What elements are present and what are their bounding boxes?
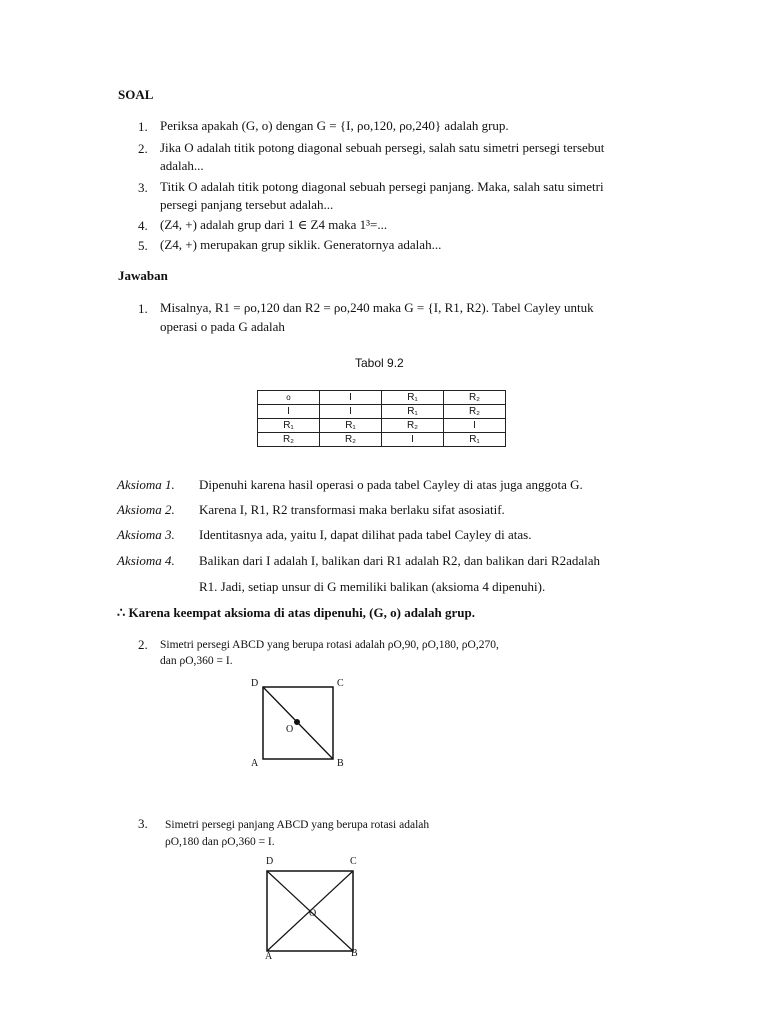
axiom-label: Aksioma 3. (117, 527, 175, 542)
vertex-label-a: A (251, 758, 259, 769)
jawaban-item-number: 3. (138, 816, 148, 831)
table-cell: R₁ (382, 391, 444, 405)
table-cell: I (320, 391, 382, 405)
table-cell: R₁ (320, 419, 382, 433)
table-cell: R₁ (444, 433, 506, 447)
table-cell: I (258, 405, 320, 419)
vertex-label-d: D (251, 678, 259, 689)
vertex-label-d: D (266, 856, 274, 867)
axiom-label: Aksioma 1. (117, 477, 175, 492)
table-row (258, 391, 506, 405)
table-cell: o (258, 391, 320, 405)
table-row (258, 405, 506, 419)
soal-item-number: 3. (138, 180, 148, 195)
cayley-table (257, 390, 506, 447)
table-cell: R₂ (444, 405, 506, 419)
soal-item-1-text: Periksa apakah (G, o) dengan G = {I, ρo,120, ρo,240} adalah grup. (160, 118, 509, 133)
soal-item-number: 2. (138, 141, 148, 156)
table-row (258, 433, 506, 447)
table-caption: Tabol 9.2 (355, 356, 404, 370)
table-cell: I (444, 419, 506, 433)
item3-line-2: ρO,180 dan ρO,360 = I. (165, 836, 275, 848)
table-cell: I (320, 405, 382, 419)
soal-item-number: 1. (138, 119, 148, 134)
vertex-label-c: C (337, 678, 344, 689)
soal-item-3-line-2: persegi panjang tersebut adalah... (160, 197, 334, 212)
axiom-text: Karena I, R1, R2 transformasi maka berlaku sifat asosiatif. (199, 502, 505, 517)
table-cell: R₂ (382, 419, 444, 433)
table-cell: R₂ (320, 433, 382, 447)
center-label-o: O (309, 908, 317, 919)
vertex-label-b: B (351, 948, 358, 959)
conclusion: ∴ Karena keempat aksioma di atas dipenuhi, (G, o) adalah grup. (117, 605, 476, 620)
vertex-label-a: A (265, 951, 273, 962)
table-cell: R₁ (258, 419, 320, 433)
soal-heading: SOAL (118, 87, 154, 102)
jawaban-item-number: 2. (138, 637, 148, 652)
item3-line-1: Simetri persegi panjang ABCD yang berupa rotasi adalah (165, 819, 430, 831)
table-row (258, 419, 506, 433)
jawaban-item-number: 1. (138, 301, 148, 316)
soal-item-3-line-1: Titik O adalah titik potong diagonal sebuah persegi panjang. Maka, salah satu simetri (160, 179, 604, 194)
table-cell: I (382, 433, 444, 447)
center-label-o: O (286, 724, 294, 735)
axiom-text: Identitasnya ada, yaitu I, dapat dilihat pada tabel Cayley di atas. (199, 527, 532, 542)
jawaban-1-line-2: operasi o pada G adalah (160, 319, 285, 334)
item2-line-1: Simetri persegi ABCD yang berupa rotasi adalah ρO,90, ρO,180, ρO,270, (160, 639, 499, 651)
soal-item-number: 4. (138, 218, 148, 233)
axiom-text: Balikan dari I adalah I, balikan dari R1 adalah R2, dan balikan dari R2adalah (199, 553, 601, 568)
soal-item-2-line-2: adalah... (160, 158, 204, 173)
axiom-text-continued: R1. Jadi, setiap unsur di G memiliki balikan (aksioma 4 dipenuhi). (199, 579, 546, 594)
table-cell: R₂ (258, 433, 320, 447)
soal-item-2-line-1: Jika O adalah titik potong diagonal sebuah persegi, salah satu simetri persegi tersebut (160, 140, 605, 155)
axiom-label: Aksioma 2. (117, 502, 175, 517)
table-cell: R₁ (382, 405, 444, 419)
axiom-label: Aksioma 4. (117, 553, 175, 568)
table-cell: R₂ (444, 391, 506, 405)
item2-line-2: dan ρO,360 = I. (160, 655, 233, 667)
soal-item-5-text: (Z4, +) merupakan grup siklik. Generatornya adalah... (160, 237, 442, 252)
soal-item-4-text: (Z4, +) adalah grup dari 1 ∈ Z4 maka 1³=... (160, 217, 388, 232)
axiom-text: Dipenuhi karena hasil operasi o pada tabel Cayley di atas juga anggota G. (199, 477, 583, 492)
soal-item-number: 5. (138, 238, 148, 253)
jawaban-heading: Jawaban (118, 268, 168, 283)
jawaban-1-line-1: Misalnya, R1 = ρo,120 dan R2 = ρo,240 maka G = {I, R1, R2). Tabel Cayley untuk (160, 300, 594, 315)
vertex-label-c: C (350, 856, 357, 867)
vertex-label-b: B (337, 758, 344, 769)
